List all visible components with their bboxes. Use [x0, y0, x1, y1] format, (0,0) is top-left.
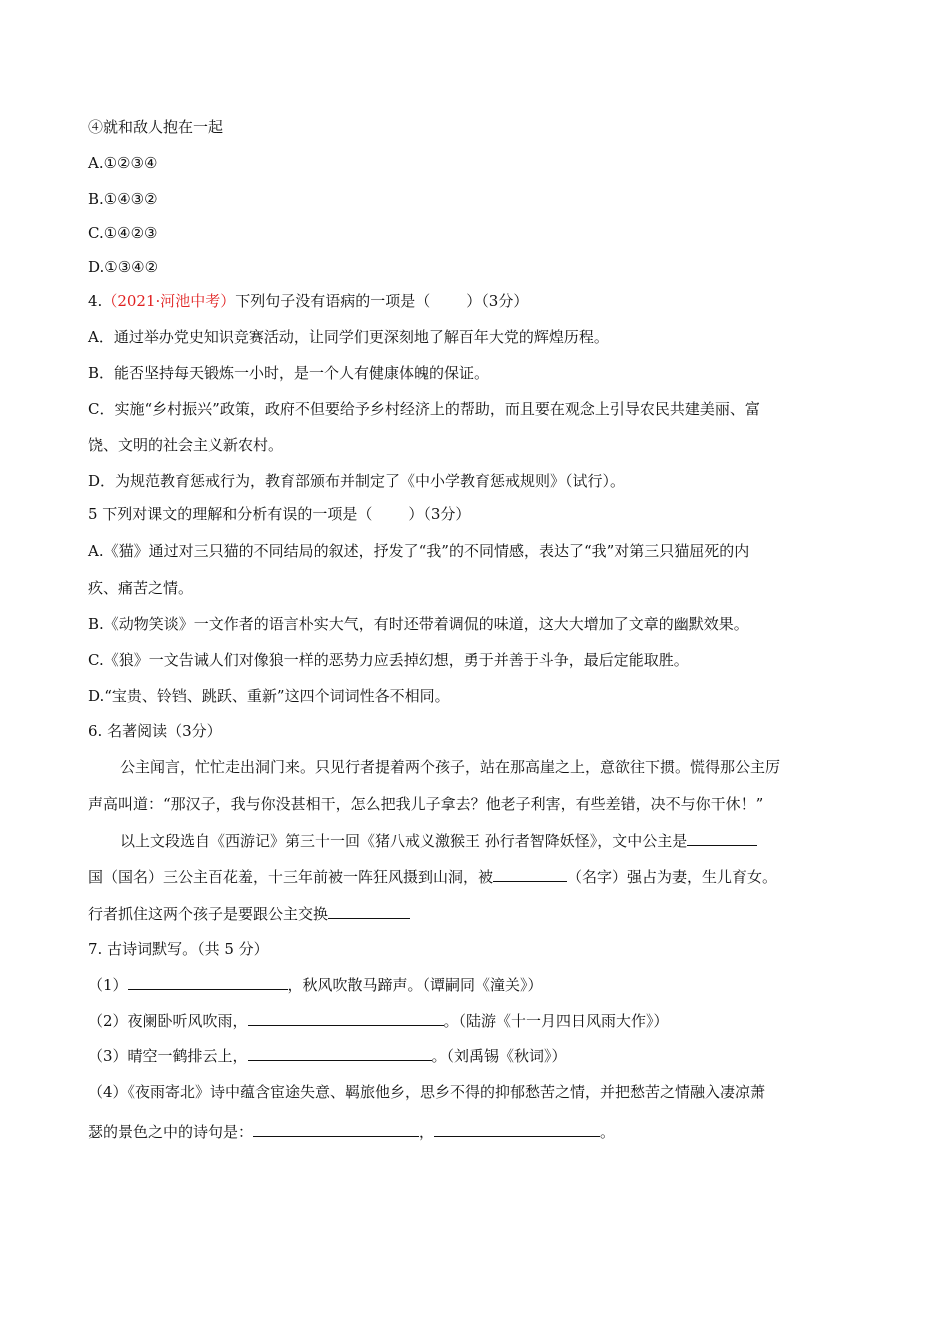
q3-option-d: D.①③④② [88, 258, 159, 276]
q6-question-text-1: 以上文段选自《西游记》第三十一回《猪八戒义激猴王 孙行者智降妖怪》，文中公主是 [120, 832, 688, 850]
answer-blank[interactable] [687, 830, 757, 846]
answer-blank[interactable] [128, 974, 288, 990]
q7-line4: （4）《夜雨寄北》诗中蕴含宦途失意、羁旅他乡，思乡不得的抑郁愁苦之情，并把愁苦之情融入凄凉萧 [88, 1083, 766, 1101]
q3-option-c: C.①④②③ [88, 224, 158, 242]
q7-line1 [88, 974, 878, 996]
q4-stem-text-b: ）（3分） [466, 292, 529, 310]
answer-blank[interactable] [253, 1121, 419, 1137]
q7-line2 [88, 1010, 878, 1032]
q5-option-d: D.“宝贵、铃铛、跳跃、重新”这四个词词性各不相同。 [88, 687, 450, 705]
q5-option-c: C.《狼》一文告诫人们对像狼一样的恶势力应丢掉幻想，勇于并善于斗争，最后定能取胜。 [88, 651, 689, 669]
answer-blank[interactable] [248, 1045, 432, 1061]
q7-line2-text-b: 。（陆游《十一月四日风雨大作》） [443, 1012, 669, 1030]
q6-question-line1 [120, 830, 878, 852]
q5-stem-text-b: ）（3分） [408, 505, 471, 523]
q4-option-c: C．实施“乡村振兴”政策，政府不但要给予乡村经济上的帮助，而且要在观念上引导农民共建美丽、富 [88, 400, 760, 418]
q6-question-text-2a: 国（国名）三公主百花羞，十三年前被一阵狂风摄到山洞，被 [88, 868, 494, 886]
q3-option-b: B.①④③② [88, 190, 158, 208]
q3-option-a: A.①②③④ [88, 154, 158, 172]
q7-line5-text-c: 。 [600, 1123, 616, 1141]
q7-line2-text-a: （2）夜阑卧听风吹雨， [88, 1012, 248, 1030]
q4-option-d: D．为规范教育惩戒行为，教育部颁布并制定了《中小学教育惩戒规则》（试行）。 [88, 472, 626, 490]
q7-line1-text-b: ，秋风吹散马蹄声。（谭嗣同《潼关》） [287, 976, 543, 994]
q5-option-a-cont: 疚、痛苦之情。 [88, 579, 194, 597]
q5-stem-text-a: 5 下列对课文的理解和分析有误的一项是（ [88, 505, 373, 523]
q6-question-line2 [88, 866, 878, 888]
answer-blank[interactable] [493, 866, 567, 882]
q6-question-text-2b: （名字）强占为妻，生儿育女。 [567, 868, 778, 886]
answer-blank[interactable] [434, 1121, 600, 1137]
q6-passage-line2: 声高叫道：“那汉子，我与你没甚相干，怎么把我儿子拿去？他老子利害，有些差错，决不与你干休！” [88, 795, 764, 813]
q7-line3-text-b: 。（刘禹锡《秋词》） [431, 1047, 567, 1065]
q4-stem-text-a: 下列句子没有语病的一项是（ [235, 292, 431, 310]
q6-title: 6. 名著阅读（3分） [88, 722, 222, 740]
q7-line3-text-a: （3）晴空一鹤排云上， [88, 1047, 248, 1065]
q5-stem [88, 503, 878, 525]
q5-option-b: B.《动物笑谈》一文作者的语言朴实大气，有时还带着调侃的味道，这大大增加了文章的幽默效果。 [88, 615, 749, 633]
q7-line1-text-a: （1） [88, 976, 128, 994]
q4-option-c-cont: 饶、文明的社会主义新农村。 [88, 436, 284, 454]
q7-line3 [88, 1045, 878, 1067]
answer-blank[interactable] [328, 903, 410, 919]
q3-item-4: ④就和敌人抱在一起 [88, 118, 224, 136]
q5-option-a: A.《猫》通过对三只猫的不同结局的叙述，抒发了“我”的不同情感，表达了“我”对第三只猫屈死的内 [88, 542, 750, 560]
q6-question-text-3: 行者抓住这两个孩子是要跟公主交换 [88, 905, 329, 923]
q7-title: 7. 古诗词默写。（共 5 分） [88, 940, 269, 958]
q7-line5 [88, 1121, 878, 1143]
q6-passage-line1: 公主闻言，忙忙走出洞门来。只见行者提着两个孩子，站在那高崖之上，意欲往下掼。慌得那公主厉 [120, 758, 781, 776]
q7-line5-text-b: ， [419, 1123, 435, 1141]
q4-source: （2021·河池中考） [102, 292, 236, 310]
answer-blank[interactable] [248, 1010, 444, 1026]
q7-line5-text-a: 瑟的景色之中的诗句是： [88, 1123, 254, 1141]
q4-number: 4. [88, 292, 103, 310]
q4-option-a: A．通过举办党史知识竞赛活动，让同学们更深刻地了解百年大党的辉煌历程。 [88, 328, 609, 346]
q6-question-line3 [88, 903, 878, 925]
q4-option-b: B．能否坚持每天锻炼一小时，是一个人有健康体魄的保证。 [88, 364, 490, 382]
q4-stem [88, 290, 878, 312]
